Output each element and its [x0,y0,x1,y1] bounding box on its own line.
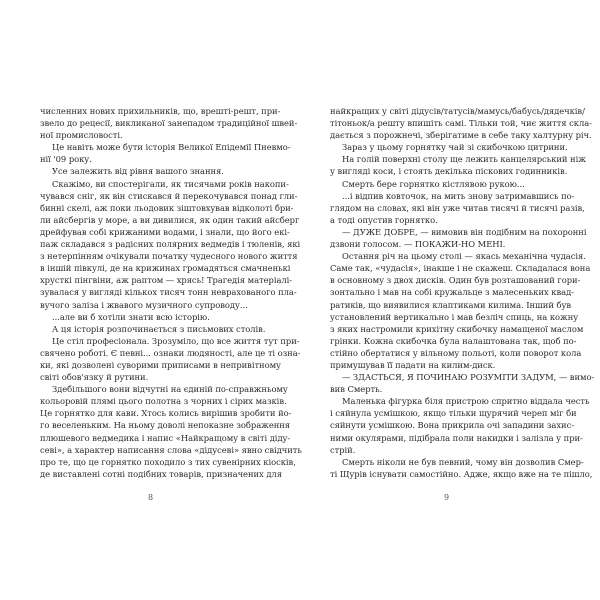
text-line: ки, які дозволені суворими приписами в непривітному [40,359,281,370]
text-line: паж складався з радісних полярних ведмедів і тюленів, які [40,239,301,250]
text-line: примушував її падати на килим-диск. [330,359,496,370]
text-line: го веселеньким. На ньому доволі непоказне зображення [40,420,291,431]
text-line: вучого заліза і жвавого музичного супроводу... [40,299,248,310]
text-line: у вигляді коси, і стоять декілька піскових годинників. [330,166,568,177]
text-line: вив Смерть. [330,384,383,395]
text-line: ної промисловості. [40,130,123,141]
text-line: стрій. [330,444,356,455]
text-line: ті Щурів існувати самостійно. Адже, якщо вже на те пішло, [330,468,593,479]
text-line: Це стіл професіонала. Зрозуміло, що все життя тут при- [52,335,300,346]
text-line: з нетерпінням очікували початку чудесного нового життя [40,251,298,262]
text-line: Скажімо, ви спостерігали, як тисячами років накопи- [52,178,289,189]
text-line: хрусткі пінгвіни, аж раптом — хрясь! Трагедія матеріалі- [40,275,293,286]
text-line: світі обов'язку й рутини. [40,372,149,383]
text-line: севі», а характер написання слова «дідусеві» явно свідчить [40,444,302,455]
text-line: ли айсбергів у море, а ви дивилися, як один такий айсберг [40,214,300,225]
text-line: дрейфував собі крижаними водами, і знали, що його екі- [40,226,290,237]
text-line: де виставлені сотні подібних товарів, призначених для [40,468,282,479]
text-line: кольоровій плямі цього полотна з чорних і сірих мазків. [40,396,287,407]
text-line: ...але ви б хотіли знати всю історію. [52,311,210,322]
text-line: грінки. Кожна скибочка була налаштована так, щоб по- [330,335,577,346]
text-line: в основному з двох дисків. Один був розташований гори- [330,275,581,286]
text-line: Саме так, «чудасія», інакше і не скажеш. Складалася вона [330,263,591,274]
text-line: — ЗДАСТЬСЯ, Я ПОЧИНАЮ РОЗУМІТИ ЗАДУМ, — вимо- [342,372,595,383]
text-line: А ця історія розпочинається з письмових столів. [52,323,266,334]
text-line: дзвони голосом. — ПОКАЖИ-НО МЕНІ. [330,239,506,250]
text-line: ними окулярами, підібрала поли накидки і залізла у при- [330,432,583,443]
text-line: ...і відпив ковточок, на мить знову затримавшись по- [342,190,575,201]
text-line: тітоньок/а решту впишіть самі. Тільки той, чиє життя скла- [330,118,592,129]
page-number-left: 8 [148,493,154,502]
text-line: звело до рецесії, викликаної занепадом традиційної швей- [40,118,298,129]
text-line: нії '09 року. [40,154,92,165]
text-line: стійно обертатися у вільному польоті, коли поворот кола [330,347,582,358]
text-line: а тоді опустив горнятко. [330,214,438,225]
text-line: свячено роботі. Є певні... ознаки людяності, але це ті озна- [40,347,301,358]
text-line: бинні скелі, аж поки льодовик зіштовхував відколоті бри- [40,202,294,213]
text-line: чувався сніг, як він стискався й перекочувався понад гли- [40,190,298,201]
text-line: Смерть ніколи не був певний, чому він дозволив Смер- [342,456,584,467]
text-line: Зараз у цьому горнятку чай зі скибочкою цитрини. [342,142,568,153]
page-number-right: 9 [444,493,450,502]
text-line: дається з порожнечі, зберігатиме в себе таку халтурну річ. [330,130,592,141]
left-page-text [40,105,302,480]
text-line: На голій поверхні столу ще лежить канцелярський ніж [342,154,586,165]
text-line: Усе залежить від рівня вашого знання. [52,166,224,177]
text-line: установлений вертикально і мав безліч спиць, на кожну [330,311,579,322]
text-line: плюшевого ведмедика і напис «Найкращому в світі діду- [40,432,291,443]
text-line: Здебільшого вони відчутні на єдиній по-справжньому [52,384,288,395]
text-line: сяйнути усмішкою. Вона прикрила очі западини захис- [330,420,575,431]
text-line: Остання річ на цьому столі — якась механічна чудасія. [342,251,586,262]
text-line: глядом на словах, які він уже читав тисячі й тисячі разів, [330,202,585,213]
text-line: Смерть бере горнятко кістлявою рукою... [342,178,525,189]
right-page-text [330,105,595,480]
text-line: численних нових прихильників, що, врешті-решт, при- [40,106,281,116]
text-line: Це навіть може бути історія Великої Епідемії Пневмо- [52,142,291,153]
text-line: і сяйнула усмішкою, якщо тільки щурячий череп міг би [330,408,577,419]
text-line: Маленька фігурка біля пристрою спритно віддала честь [342,396,590,407]
text-line: в іншій півкулі, де на крижинах громадяться смачненькі [40,263,291,274]
text-line: найкращих у світі дідусів/татусів/мамусь/бабусь/дядечків/ [330,106,585,116]
text-line: зувалася у вигляді кількох тисяч тонн неврахованого пла- [40,287,297,298]
text-line: з яких настромили крихітну скибочку намащеної маслом [330,323,584,334]
text-line: зонтально і мав на собі кружальце з малесеньких квад- [330,287,574,298]
text-line: — ДУЖЕ ДОБРЕ, — вимовив він подібним на похоронні [342,226,587,237]
text-line: про те, що це горнятко походило з тих сувенірних кіосків, [40,456,296,467]
text-line: ратиків, що виявилися клаптиками килима. Інший був [330,299,571,310]
text-line: Це горнятко для кави. Хтось колись вирішив зробити йо- [40,408,292,419]
